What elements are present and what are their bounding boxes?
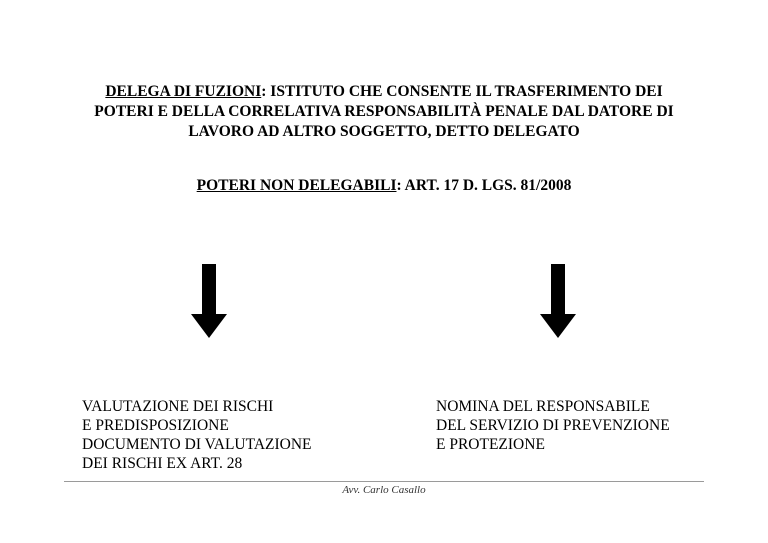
left-column-line: VALUTAZIONE DEI RISCHI: [82, 398, 274, 415]
heading-delega-term: DELEGA DI FUZIONI: [105, 83, 262, 100]
heading-delega-di-funzioni: [40, 82, 728, 142]
right-column-nomina-responsabile: [436, 397, 670, 454]
heading-delega-line3: LAVORO AD ALTRO SOGGETTO, DETTO DELEGATO: [188, 123, 580, 140]
heading-poteri-non-delegabili: [40, 176, 728, 196]
right-column-line: DEL SERVIZIO DI PREVENZIONE: [436, 417, 670, 434]
heading-poteri-term: POTERI NON DELEGABILI: [196, 177, 397, 194]
right-column-line: NOMINA DEL RESPONSABILE: [436, 398, 650, 415]
right-column-line: E PROTEZIONE: [436, 436, 545, 453]
heading-delega-line1: : ISTITUTO CHE CONSENTE IL TRASFERIMENTO DEI: [261, 83, 663, 100]
footer-divider: [64, 481, 704, 482]
footer-signature: Avv. Carlo Casallo: [342, 484, 426, 496]
left-column-line: DEI RISCHI EX ART. 28: [82, 455, 243, 472]
left-column-line: E PREDISPOSIZIONE: [82, 417, 229, 434]
left-column-valutazione-rischi: [82, 397, 312, 473]
left-column-line: DOCUMENTO DI VALUTAZIONE: [82, 436, 312, 453]
down-arrow-icon: [189, 264, 229, 338]
heading-poteri-reference: : ART. 17 D. LGS. 81/2008: [396, 177, 572, 194]
heading-delega-line2: POTERI E DELLA CORRELATIVA RESPONSABILITÀ PENALE DAL DATORE DI: [94, 103, 674, 120]
down-arrow-icon: [538, 264, 578, 338]
